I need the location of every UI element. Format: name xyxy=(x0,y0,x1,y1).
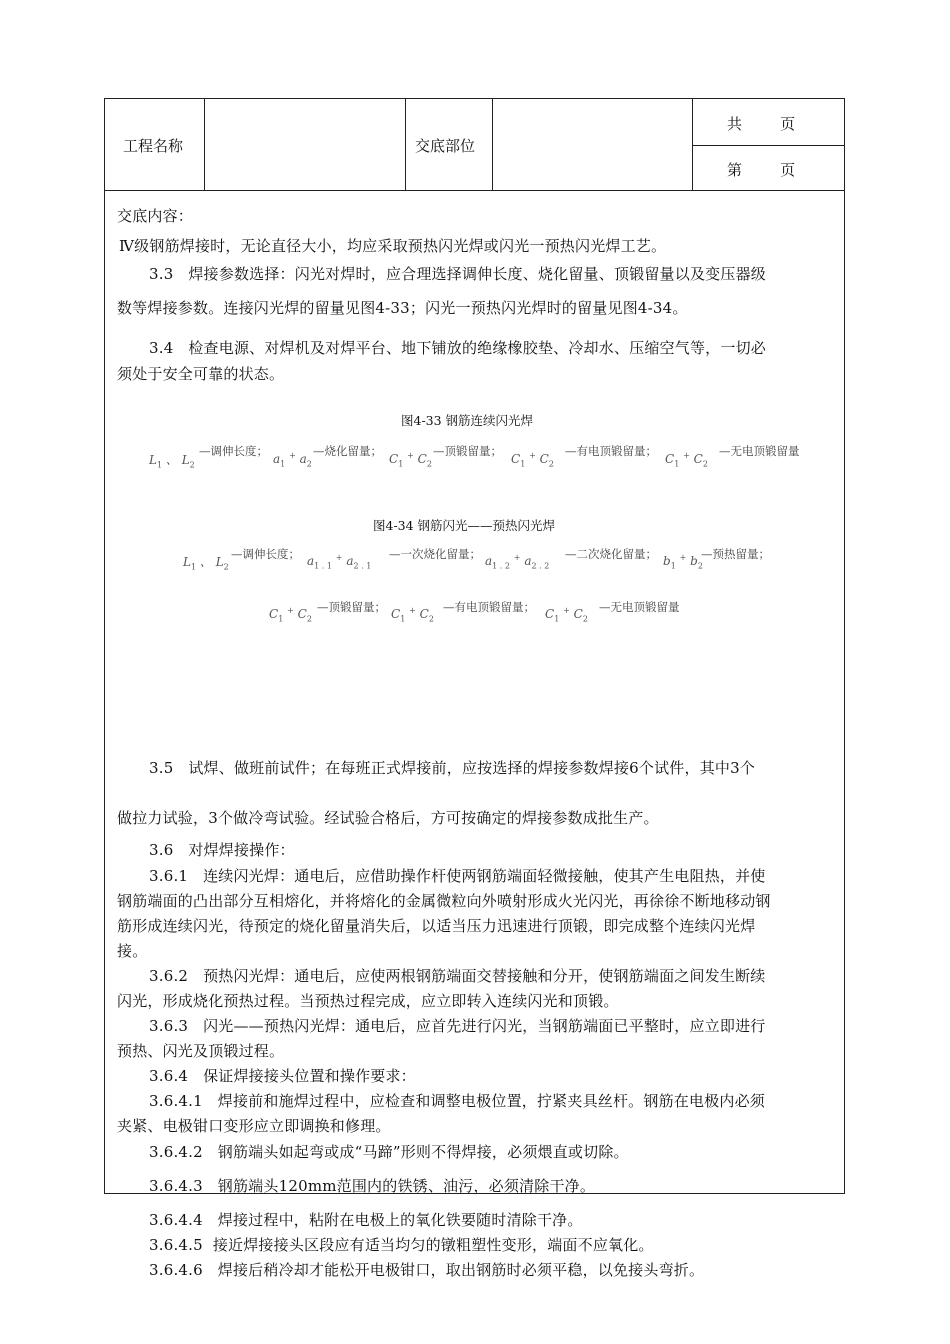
formula-symbol: $L_1$ 、 $L_2$ xyxy=(149,453,195,470)
paragraph: 3.6.2 预热闪光焊：通电后，应使两根钢筋端面交替接触和分开，使钢筋端面之间发生断续 xyxy=(149,967,766,985)
figure-label: —调伸长度； xyxy=(231,547,300,561)
divider xyxy=(405,99,406,191)
figure-label: —有电顶锻留量； xyxy=(565,444,657,458)
divider xyxy=(204,99,205,191)
form-header xyxy=(105,99,844,191)
figure-4-33-caption: 图4-33 钢筋连续闪光焊 xyxy=(401,413,534,428)
paragraph: 3.3 焊接参数选择：闪光对焊时，应合理选择调伸长度、烧化留量、顶锻留量以及变压器级 xyxy=(149,265,766,283)
paragraph: 3.6.4 保证焊接接头位置和操作要求： xyxy=(149,1067,416,1085)
paragraph: 预热、闪光及顶锻过程。 xyxy=(117,1042,285,1060)
figure-label: —无电顶锻留量 xyxy=(719,444,800,458)
divider xyxy=(492,99,493,191)
paragraph: 数等焊接参数。连接闪光焊的留量见图4-33；闪光一预热闪光焊时的留量见图4-34。 xyxy=(117,299,688,317)
paragraph: 3.6.4.1 焊接前和施焊过程中，应检查和调整电极位置，拧紧夹具丝杆。钢筋在电极内必须 xyxy=(149,1092,765,1110)
figure-label: —无电顶锻留量 xyxy=(599,600,680,614)
paragraph: 3.6.4.6 焊接后稍冷却才能松开电极钳口，取出钢筋时必须平稳，以免接头弯折。 xyxy=(149,1261,705,1279)
formula-symbol: $b_1$ + $b_2$ xyxy=(663,553,703,571)
figure-label: —顶锻留量； xyxy=(433,444,502,458)
formula-symbol: $a_{1 . 2}$ + $a_{2 . 2}$ xyxy=(485,553,550,571)
paragraph: Ⅳ级钢筋焊接时，无论直径大小，均应采取预热闪光焊或闪光一预热闪光焊工艺。 xyxy=(119,237,667,255)
paragraph: 3.5 试焊、做班前试件；在每班正式焊接前，应按选择的焊接参数焊接6个试件，其中3个 xyxy=(149,759,756,777)
formula-symbol: $L_1$ 、 $L_2$ xyxy=(183,555,229,572)
figure-label: —二次烧化留量； xyxy=(565,547,657,561)
formula-symbol: $C_1$ + $C_2$ xyxy=(391,606,434,624)
paragraph: 须处于安全可靠的状态。 xyxy=(117,365,285,383)
paragraph: 接。 xyxy=(117,942,148,960)
paragraph: 夹紧、电极钳口变形应立即调换和修理。 xyxy=(117,1117,391,1135)
paragraph: 3.6.3 闪光——预热闪光焊：通电后，应首先进行闪光，当钢筋端面已平整时，应立即进行 xyxy=(149,1017,766,1035)
formula-symbol: $a_{1 . 1}$ + $a_{2 . 1}$ xyxy=(307,553,372,571)
page-number: 第 页 xyxy=(727,161,796,179)
figure-label: —一次烧化留量； xyxy=(389,547,481,561)
figure-label: —调伸长度； xyxy=(199,444,268,458)
paragraph: 筋形成连续闪光，待预定的烧化留量消失后，以适当压力迅速进行顶锻，即完成整个连续闪光焊 xyxy=(117,917,756,935)
paragraph: 3.6.1 连续闪光焊：通电后，应借助操作杆使两钢筋端面轻微接触，使其产生电阻热，并使 xyxy=(149,867,766,885)
paragraph: 3.4 检查电源、对焊机及对焊平台、地下铺放的绝缘橡胶垫、冷却水、压缩空气等，一切必 xyxy=(149,339,766,357)
paragraph: 3.6.4.5 接近焊接接头区段应有适当均匀的镦粗塑性变形，端面不应氧化。 xyxy=(149,1236,654,1254)
paragraph: 3.6 对焊焊接操作： xyxy=(149,841,295,859)
formula-symbol: $C_1$ + $C_2$ xyxy=(269,606,312,624)
handover-form xyxy=(104,98,845,1279)
formula-symbol: $C_1$ + $C_2$ xyxy=(511,451,554,469)
content-label: 交底内容： xyxy=(117,207,194,225)
formula-symbol: $a_1$ + $a_2$ xyxy=(273,451,312,469)
handover-part-label: 交底部位 xyxy=(415,137,476,155)
figure-label: —有电顶锻留量； xyxy=(443,600,535,614)
formula-symbol: $C_1$ + $C_2$ xyxy=(665,451,708,469)
total-pages: 共 页 xyxy=(727,115,796,133)
divider xyxy=(692,145,845,146)
formula-symbol: $C_1$ + $C_2$ xyxy=(545,606,588,624)
paragraph: 3.6.4.4 焊接过程中，粘附在电极上的氧化铁要随时清除干净。 xyxy=(149,1211,583,1229)
figure-label: —预热留量； xyxy=(701,547,770,561)
figure-label: —烧化留量； xyxy=(313,444,382,458)
figure-label: —顶锻留量； xyxy=(317,600,386,614)
figure-4-34-caption: 图4-34 钢筋闪光——预热闪光焊 xyxy=(373,518,556,533)
paragraph: 钢筋端面的凸出部分互相熔化，并将熔化的金属微粒向外喷射形成火光闪光，再徐徐不断地移动钢 xyxy=(117,892,771,910)
paragraph: 闪光，形成烧化预热过程。当预热过程完成，应立即转入连续闪光和顶锻。 xyxy=(117,992,619,1010)
formula-symbol: $C_1$ + $C_2$ xyxy=(389,451,432,469)
project-name-label: 工程名称 xyxy=(123,137,184,155)
paragraph: 3.6.4.2 钢筋端头如起弯或成“马蹄”形则不得焊接，必须煨直或切除。 xyxy=(149,1143,629,1161)
paragraph: 3.6.4.3 钢筋端头120mm范围内的铁锈、油污，必须清除干净。 xyxy=(149,1177,596,1195)
paragraph: 做拉力试验，3个做冷弯试验。经试验合格后，方可按确定的焊接参数成批生产。 xyxy=(117,809,659,827)
